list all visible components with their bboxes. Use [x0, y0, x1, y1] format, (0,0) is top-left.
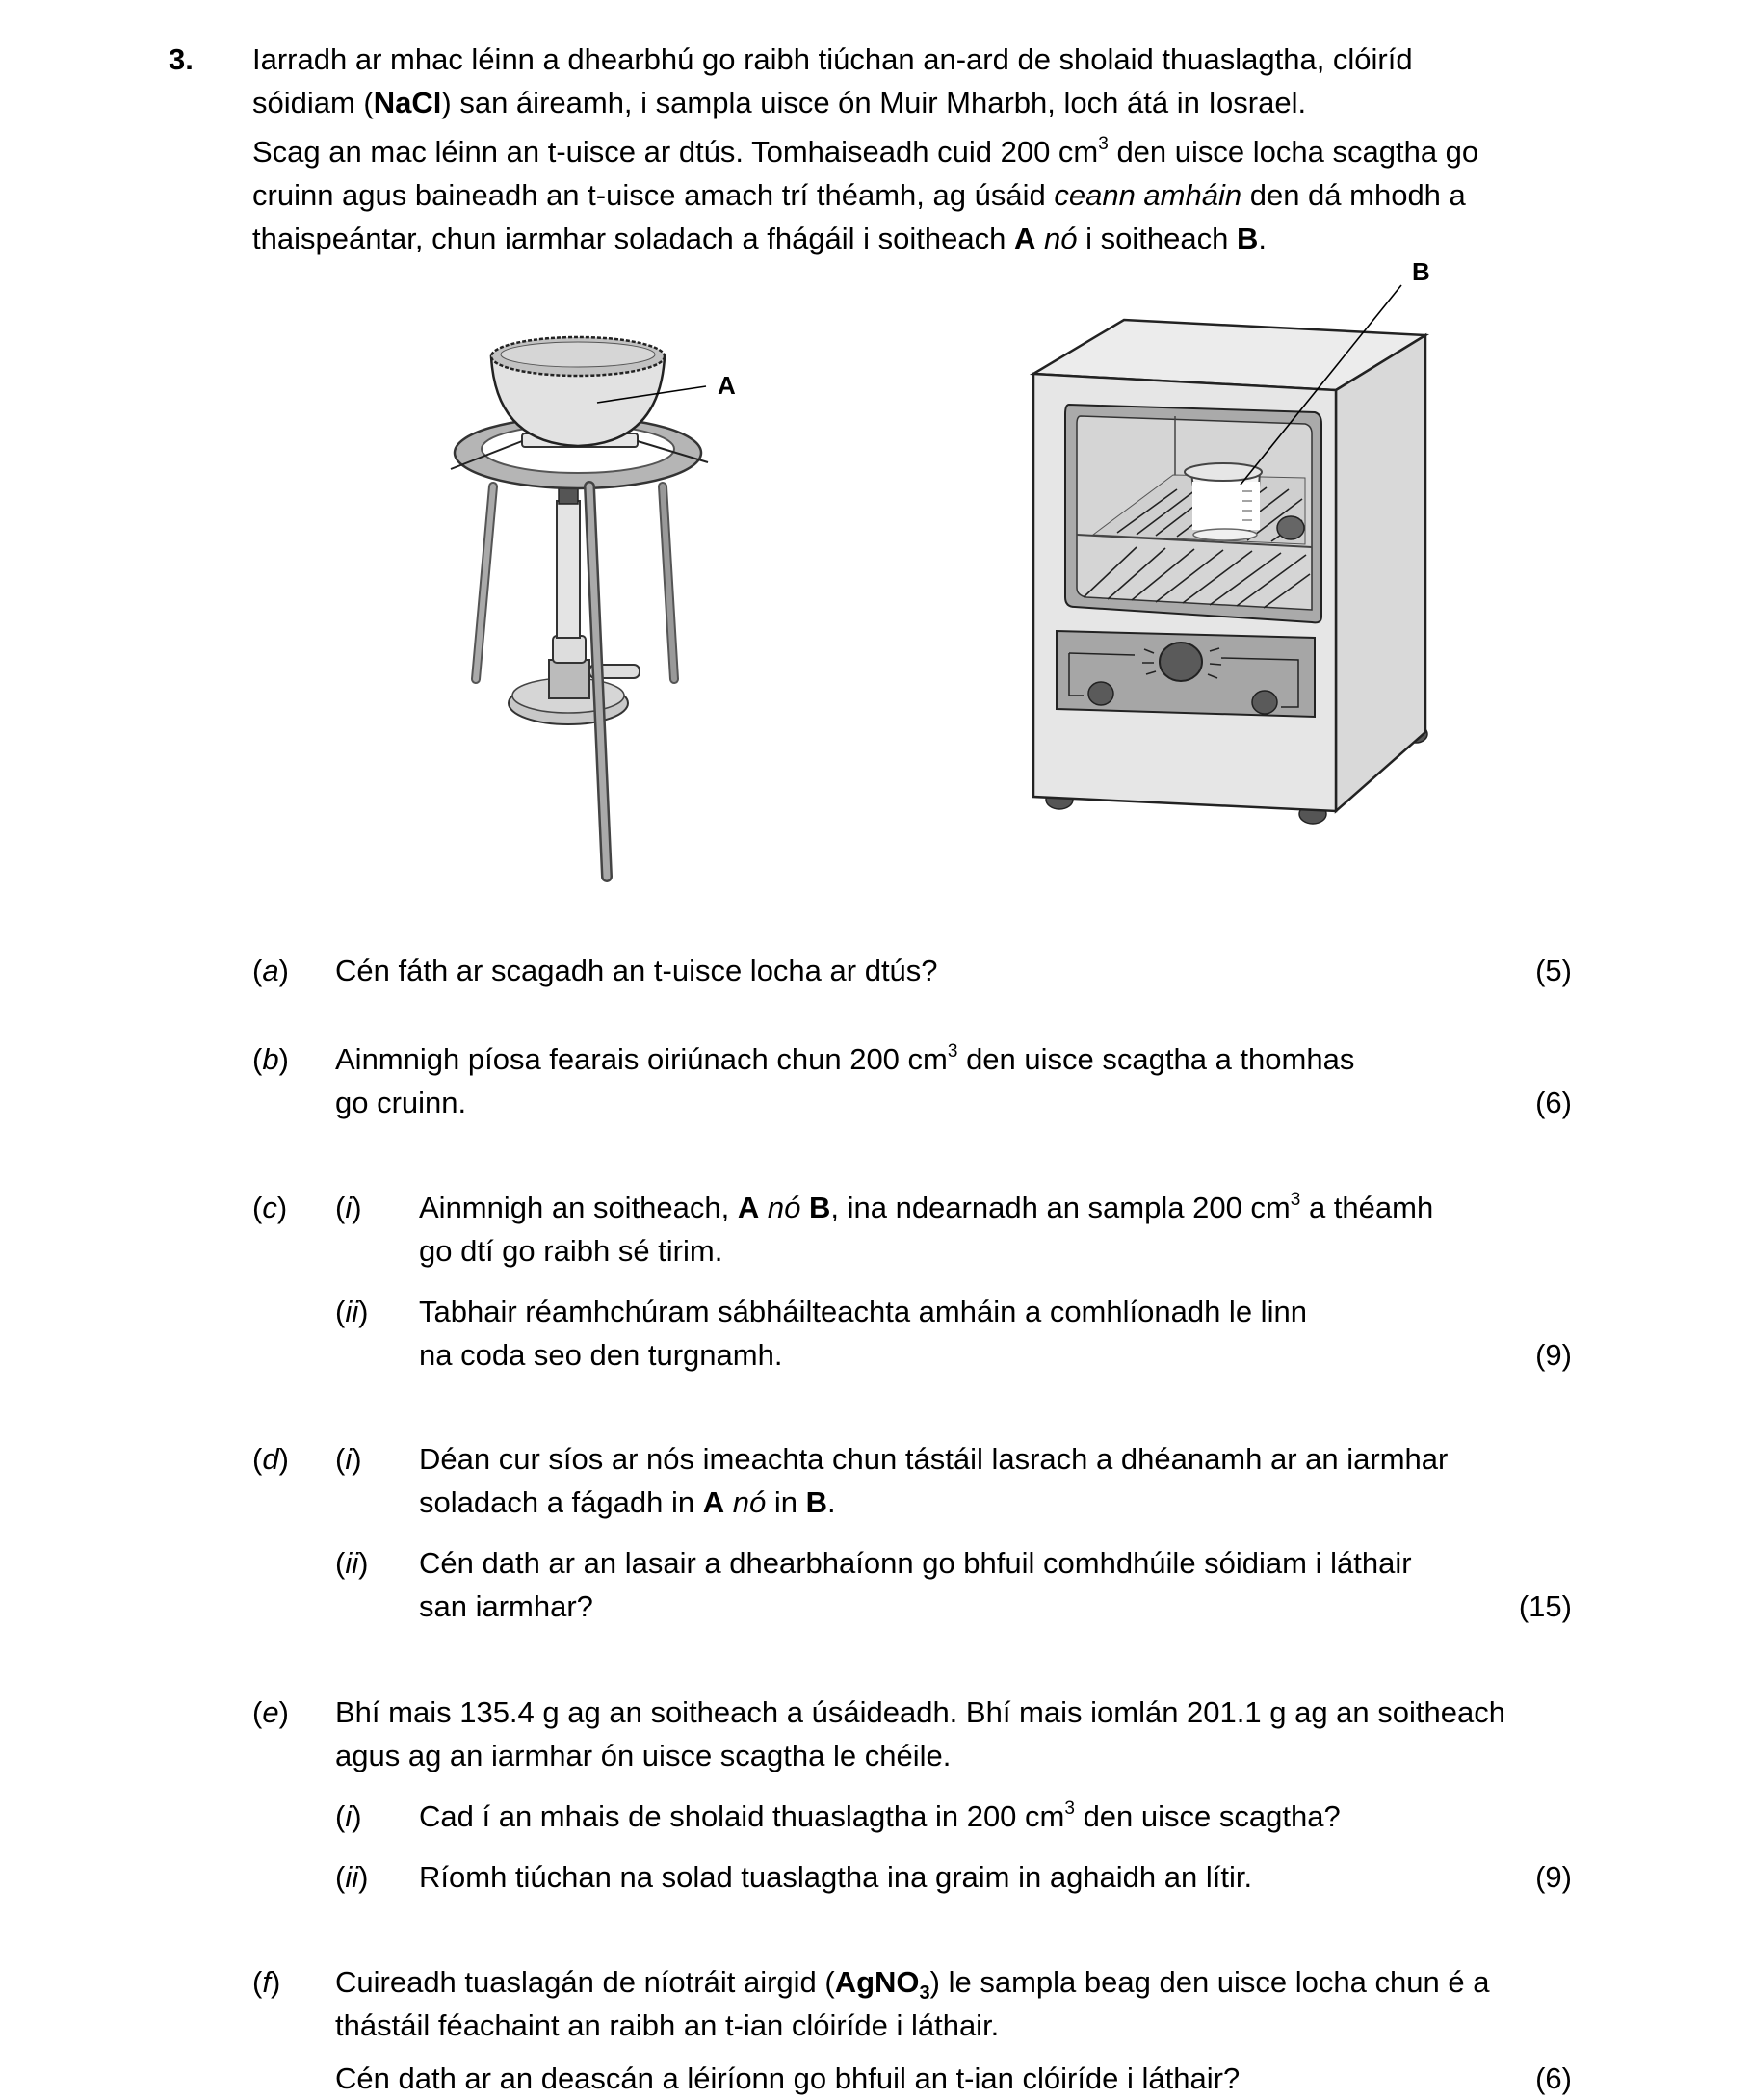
intro2-text: . — [1258, 222, 1267, 255]
or-text: nó — [1044, 222, 1078, 255]
part-letter: c — [262, 1191, 277, 1224]
part-e-text: den uisce scagtha? — [1074, 1799, 1341, 1833]
formula-text: AgNO — [834, 1965, 920, 1999]
intro2-text: thaispeántar, chun iarmhar soladach a fhágáil i soitheach — [252, 222, 1014, 255]
part-letter: d — [262, 1442, 279, 1476]
part-f-label: (f) — [252, 1965, 281, 1999]
part-b-line-2: go cruinn. — [335, 1086, 467, 1119]
diagram-label-b: B — [1412, 257, 1430, 286]
part-d-ii-line-2: san iarmhar? — [419, 1589, 593, 1623]
vessel-b-ref: B — [809, 1191, 831, 1224]
vessel-a-ref: A — [1014, 222, 1036, 255]
part-f-text: ) le sampla beag den uisce locha chun é a — [929, 1965, 1490, 1999]
part-d-text: . — [826, 1485, 836, 1519]
part-d-i-line-1: Déan cur síos ar nós imeachta chun tástáil lasrach a dhéanamh ar an iarmhar — [419, 1442, 1449, 1476]
part-b-label: (b) — [252, 1042, 289, 1076]
part-c-ii-line-1: Tabhair réamhchúram sábháilteachta amháin a comhlíonadh le linn — [419, 1295, 1307, 1328]
vessel-b-ref: B — [805, 1485, 827, 1519]
part-b-line-1 — [335, 1038, 1354, 1081]
oven-diagram — [0, 0, 1751, 915]
superscript: 3 — [1064, 1798, 1075, 1819]
part-c-marks: (9) — [1535, 1338, 1572, 1372]
part-e-ii-label: (ii) — [335, 1860, 369, 1894]
part-b-text: Ainmnigh píosa fearais oiriúnach chun 200 cm — [335, 1042, 948, 1076]
part-c-label: (c) — [252, 1191, 288, 1224]
part-c-ii-label: (ii) — [335, 1295, 369, 1328]
part-d-text: soladach a fágadh in — [419, 1485, 703, 1519]
subpart-numeral: ii — [345, 1295, 359, 1328]
part-d-ii-line-1: Cén dath ar an lasair a dhearbhaíonn go bhfuil comhdhúile sóidiam i láthair — [419, 1546, 1412, 1580]
part-c-ii-line-2: na coda seo den turgnamh. — [419, 1338, 783, 1372]
subpart-numeral: i — [345, 1442, 353, 1476]
part-a-marks: (5) — [1535, 954, 1572, 987]
part-c-text: , ina ndearnadh an sampla 200 cm — [830, 1191, 1291, 1224]
intro-text: ) san áireamh, i sampla uisce ón Muir Mharbh, loch átá in Iosrael. — [441, 86, 1307, 119]
subscript: 3 — [919, 1982, 930, 2005]
part-e-line-1: Bhí mais 135.4 g ag an soitheach a úsáideadh. Bhí mais iomlán 201.1 g ag an soitheach — [335, 1695, 1505, 1729]
intro2-text: Scag an mac léinn an t-uisce ar dtús. Tomhaiseadh cuid 200 cm — [252, 135, 1099, 169]
formula-agno3 — [834, 1965, 930, 2005]
part-letter: a — [262, 954, 279, 987]
part-e-label: (e) — [252, 1695, 289, 1729]
part-b-text: den uisce scagtha a thomhas — [957, 1042, 1355, 1076]
subpart-numeral: i — [345, 1799, 353, 1833]
subpart-numeral: i — [345, 1191, 353, 1224]
intro-line-1: Iarradh ar mhac léinn a dhearbhú go raibh tiúchan an-ard de sholaid thuaslagtha, clóiríd — [252, 42, 1413, 76]
part-f-line-2: thástáil féachaint an raibh an t-ian clóiríde i láthair. — [335, 2008, 1000, 2042]
part-d-i-label: (i) — [335, 1442, 362, 1476]
part-a-text: Cén fáth ar scagadh an t-uisce locha ar dtús? — [335, 954, 938, 987]
part-letter: e — [262, 1695, 279, 1729]
formula-nacl: NaCl — [373, 86, 442, 119]
diagram-label-a: A — [718, 371, 736, 400]
or-text: nó — [767, 1191, 801, 1224]
question-number: 3. — [169, 42, 194, 76]
part-e-ii-text: Ríomh tiúchan na solad tuaslagtha ina graim in aghaidh an lítir. — [419, 1860, 1253, 1894]
emphasis-text: ceann amháin — [1054, 178, 1242, 212]
superscript: 3 — [947, 1040, 958, 1062]
part-d-i-line-2 — [419, 1482, 836, 1524]
vessel-a-ref: A — [702, 1485, 725, 1519]
part-c-i-line-2: go dtí go raibh sé tirim. — [419, 1234, 723, 1268]
subpart-numeral: ii — [345, 1860, 359, 1894]
part-c-text: a théamh — [1300, 1191, 1434, 1224]
part-e-marks: (9) — [1535, 1860, 1572, 1894]
part-letter: f — [262, 1965, 271, 1999]
part-f-marks: (6) — [1535, 2061, 1572, 2095]
part-e-i-text — [419, 1796, 1341, 1838]
part-f-line-3: Cén dath ar an deascán a léiríonn go bhfuil an t-ian clóiríde i láthair? — [335, 2061, 1241, 2095]
part-f-text: Cuireadh tuaslagán de níotráit airgid ( — [335, 1965, 835, 1999]
part-b-marks: (6) — [1535, 1086, 1572, 1119]
part-d-label: (d) — [252, 1442, 289, 1476]
part-a-label: (a) — [252, 954, 289, 987]
superscript: 3 — [1290, 1189, 1301, 1210]
part-d-text: in — [766, 1485, 806, 1519]
superscript: 3 — [1098, 133, 1109, 154]
part-c-i-line-1 — [419, 1187, 1433, 1229]
intro2-text: den dá mhodh a — [1241, 178, 1466, 212]
part-d-ii-label: (ii) — [335, 1546, 369, 1580]
subpart-numeral: ii — [345, 1546, 359, 1580]
part-f-line-1 — [335, 1961, 1489, 2004]
part-e-i-label: (i) — [335, 1799, 362, 1833]
part-e-line-2: agus ag an iarmhar ón uisce scagtha le chéile. — [335, 1739, 952, 1772]
intro2-text: cruinn agus baineadh an t-uisce amach trí théamh, ag úsáid — [252, 178, 1055, 212]
intro-text: sóidiam ( — [252, 86, 374, 119]
part-d-marks: (15) — [1518, 1589, 1572, 1623]
part-c-text: Ainmnigh an soitheach, — [419, 1191, 738, 1224]
part-e-text: Cad í an mhais de sholaid thuaslagtha in 200 cm — [419, 1799, 1065, 1833]
part-letter: b — [262, 1042, 279, 1076]
intro2-text: den uisce locha scagtha go — [1108, 135, 1479, 169]
or-text: nó — [732, 1485, 767, 1519]
vessel-a-ref: A — [737, 1191, 760, 1224]
intro2-text: i soitheach — [1077, 222, 1237, 255]
part-c-i-label: (i) — [335, 1191, 362, 1224]
vessel-b-ref: B — [1236, 222, 1259, 255]
